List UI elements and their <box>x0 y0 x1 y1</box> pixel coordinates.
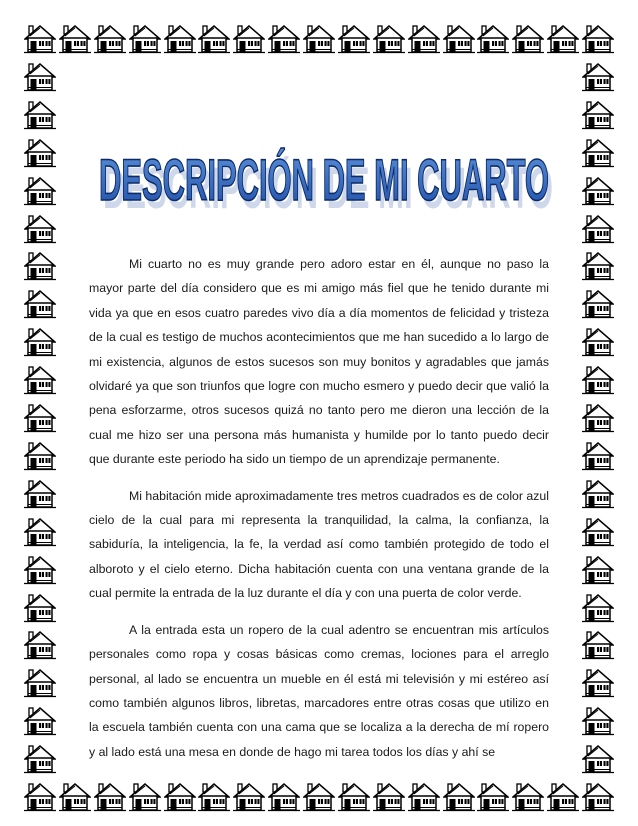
house-icon <box>24 327 56 357</box>
house-icon <box>94 24 126 54</box>
house-icon <box>582 441 614 471</box>
house-icon <box>24 479 56 509</box>
house-icon <box>582 251 614 281</box>
house-icon <box>164 24 196 54</box>
house-icon <box>582 706 614 736</box>
house-icon <box>24 744 56 774</box>
house-icon <box>443 782 475 812</box>
house-icon <box>24 782 56 812</box>
house-icon <box>24 365 56 395</box>
paragraph-3: A la entrada esta un ropero de la cual adentro se encuentran mis artículos personales como ropa y cosas básicas como cremas, lociones para el arreglo personal, al lado se encuentra un mueble en él está mi televisión y mi estéreo así como también algunos libros, libretas, marcadores entre otras cosas que utilizo en la escuela también cuenta con una cama que se localiza a la derecha de mí ropero y al lado está una mesa en donde de hago mi tarea todos los días y ahí se <box>89 622 549 759</box>
house-icon <box>233 24 265 54</box>
house-icon <box>582 327 614 357</box>
house-icon <box>24 517 56 547</box>
house-icon <box>164 782 196 812</box>
house-icon <box>233 782 265 812</box>
house-icon <box>582 100 614 130</box>
house-icon <box>582 479 614 509</box>
house-icon <box>338 24 370 54</box>
house-icon <box>24 289 56 319</box>
house-icon <box>24 593 56 623</box>
house-icon <box>24 24 56 54</box>
house-icon <box>24 706 56 736</box>
house-icon <box>582 782 614 812</box>
house-icon <box>24 441 56 471</box>
house-icon <box>582 62 614 92</box>
house-icon <box>477 24 509 54</box>
house-icon <box>24 100 56 130</box>
title-shadow-text: DESCRIPCIÓN DE MI CUARTO <box>103 156 553 220</box>
house-icon <box>582 630 614 660</box>
house-icon <box>582 176 614 206</box>
house-icon <box>512 24 544 54</box>
house-icon <box>24 668 56 698</box>
house-icon <box>408 24 440 54</box>
house-icon <box>582 214 614 244</box>
house-icon <box>338 782 370 812</box>
house-icon <box>373 782 405 812</box>
title-art <box>88 108 558 220</box>
page-title <box>88 108 558 220</box>
document-body <box>89 252 549 776</box>
house-icon <box>547 782 579 812</box>
house-icon <box>582 744 614 774</box>
house-icon <box>582 555 614 585</box>
house-icon <box>129 782 161 812</box>
house-icon <box>512 782 544 812</box>
house-icon <box>198 782 230 812</box>
house-icon <box>24 214 56 244</box>
title-text: DESCRIPCIÓN DE MI CUARTO <box>99 148 549 213</box>
house-icon <box>582 668 614 698</box>
house-icon <box>24 251 56 281</box>
house-icon <box>477 782 509 812</box>
house-icon <box>582 289 614 319</box>
house-icon <box>443 24 475 54</box>
house-icon <box>582 517 614 547</box>
house-icon <box>582 403 614 433</box>
paragraph-1: Mi cuarto no es muy grande pero adoro estar en él, aunque no paso la mayor parte del día considero que es mi amigo más fiel que he tenido durante mi vida ya que en esos cuatro paredes vivo día a día momentos de felicidad y tristeza de la cual es testigo de muchos acontecimientos que me han sucedido a lo largo de mi existencia, algunos de estos sucesos son muy bonitos y agradables que jamás olvidaré ya que son triunfos que logre con mucho esmero y puedo decir que valió la pena esforzarme, otros sucesos quizá no tanto pero me dieron una lección de la cual me hizo ser una persona más humanista y humilde por lo tanto puedo decir que durante este periodo ha sido un tiempo de un aprendizaje permanente. <box>89 257 549 467</box>
house-icon <box>24 138 56 168</box>
house-icon <box>24 555 56 585</box>
house-icon <box>24 62 56 92</box>
paragraph-2: Mi habitación mide aproximadamente tres metros cuadrados es de color azul cielo de la cual para mi representa la tranquilidad, la calma, la confianza, la sabiduría, la inteligencia, la fe, la verdad así como también protegido de todo el alboroto y el cielo eterno. Dicha habitación cuenta con una ventana grande de la cual permite la entrada de la luz durante el día y con una puerta de color verde. <box>89 488 549 601</box>
house-icon <box>408 782 440 812</box>
house-icon <box>59 24 91 54</box>
house-icon <box>303 782 335 812</box>
house-icon <box>24 630 56 660</box>
house-icon <box>373 24 405 54</box>
house-icon <box>129 24 161 54</box>
house-icon <box>59 782 91 812</box>
house-icon <box>582 593 614 623</box>
house-icon <box>582 138 614 168</box>
house-icon <box>582 24 614 54</box>
house-icon <box>268 782 300 812</box>
house-icon <box>268 24 300 54</box>
house-icon <box>303 24 335 54</box>
house-icon <box>198 24 230 54</box>
house-icon <box>582 365 614 395</box>
house-icon <box>24 403 56 433</box>
house-icon <box>24 176 56 206</box>
house-icon <box>547 24 579 54</box>
house-icon <box>94 782 126 812</box>
